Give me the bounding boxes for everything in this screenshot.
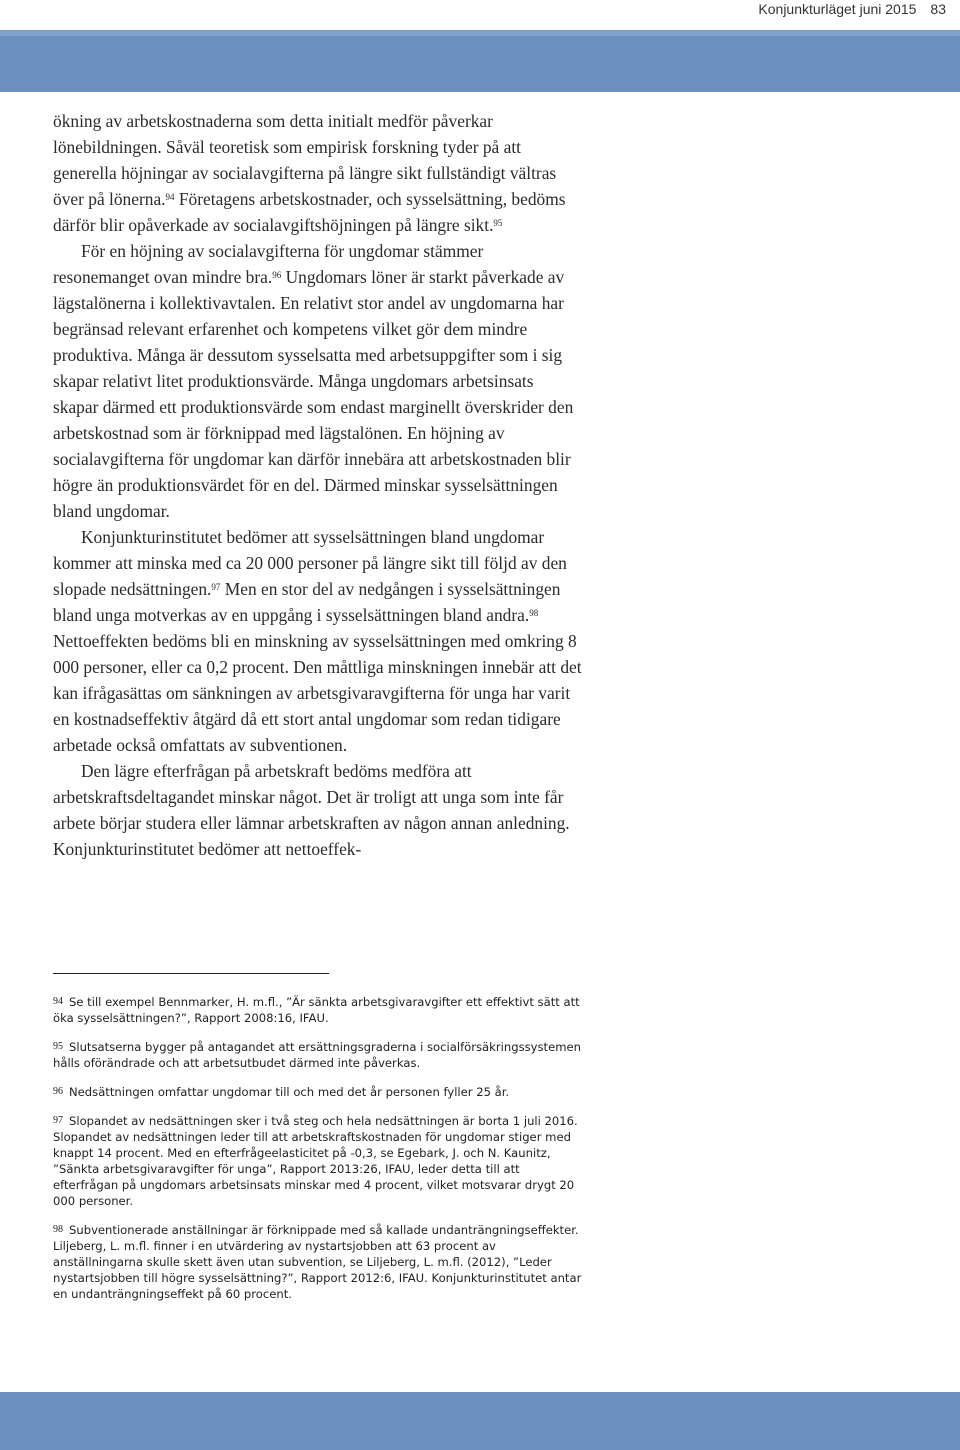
footnote-number: 97 <box>53 1115 63 1126</box>
paragraph-text: Den lägre efterfrågan på arbetskraft bedöms medföra att arbetskraftsdeltagandet minskar något. Det är troligt att unga som inte får arbete börjar studera eller lämnar arbetskraften av någon annan anledning. Konjunkturinstitutet bedömer att nettoeffek- <box>53 761 570 859</box>
body-paragraph <box>53 524 583 758</box>
running-header-title: Konjunkturläget juni 2015 <box>758 1 917 17</box>
footnote-reference: 96 <box>272 270 282 280</box>
page-number: 83 <box>930 1 946 17</box>
paragraph-text: Men en stor del av nedgången i sysselsättningen bland unga motverkas av en uppgång i sysselsättningen bland andra. <box>53 579 561 625</box>
footnote-item <box>53 1084 585 1100</box>
footnote-reference: 95 <box>493 218 503 228</box>
top-decorative-band <box>0 30 960 92</box>
body-text <box>53 108 583 862</box>
footnote-item <box>53 1039 585 1071</box>
footnotes <box>53 994 585 1315</box>
footnote-text: Slutsatserna bygger på antagandet att ersättningsgraderna i socialförsäkringssystemen hålls oförändrade och att arbetsutbudet därmed inte påverkas. <box>53 1040 581 1070</box>
bottom-decorative-band <box>0 1392 960 1450</box>
paragraph-text: Ungdomars löner är starkt påverkade av lägstalönerna i kollektivavtalen. En relativt stor andel av ungdomarna har begränsad relevant erfarenhet och kompetens vilket gör dem mindre produktiva. Många är dessutom sysselsatta med arbetsuppgifter som i sig skapar relativt litet produktionsvärde. Många ungdomars arbetsinsats skapar därmed ett produktionsvärde som endast marginellt överskrider den arbetskostnad som är förknippad med lägstalönen. En höjning av socialavgifterna för ungdomar kan därför innebära att arbetskostnaden blir högre än produktionsvärdet för en del. Därmed minskar sysselsättningen bland ungdomar. <box>53 267 574 521</box>
footnote-separator <box>53 973 329 974</box>
running-header <box>758 0 946 30</box>
footnote-number: 95 <box>53 1041 63 1052</box>
footnote-text: Nedsättningen omfattar ungdomar till och med det år personen fyller 25 år. <box>69 1085 510 1099</box>
paragraph-text: ökning av arbetskostnaderna som detta initialt medför påverkar lönebildningen. Såväl teoretisk som empirisk forskning tyder på att generella höjningar av socialavgifterna på längre sikt fullständigt vältras över på lönerna. <box>53 111 557 209</box>
footnote-item <box>53 1222 585 1302</box>
footnote-text: Slopandet av nedsättningen sker i två steg och hela nedsättningen är borta 1 juli 2016. Slopandet av nedsättningen leder till att arbetskraftskostnaden för ungdomar stiger med knappt 14 procent. Med en efterfrågeelasticitet på -0,3, se Egebark, J. och N. Kaunitz, ”Sänkta arbetsgivaravgifter för unga”, Rapport 2013:26, IFAU, leder detta till att efterfrågan på ungdomars arbetsinsats minskar med 4 procent, vilket motsvarar drygt 20 000 personer. <box>53 1114 578 1208</box>
body-paragraph <box>53 238 583 524</box>
paragraph-text: Konjunkturinstitutet bedömer att sysselsättningen bland ungdomar kommer att minska med ca 20 000 personer på längre sikt till följd av den slopade nedsättningen. <box>53 527 567 599</box>
paragraph-text: Företagens arbetskostnader, och sysselsättning, bedöms därför blir opåverkade av socialavgiftshöjningen på längre sikt. <box>53 189 566 235</box>
paragraph-text: Nettoeffekten bedöms bli en minskning av sysselsättningen med omkring 8 000 personer, eller ca 0,2 procent. Den måttliga minskningen innebär att det kan ifrågasättas om sänkningen av arbetsgivaravgifterna för unga har varit en kostnadseffektiv åtgärd då ett stort antal ungdomar som redan tidigare arbetade också omfattats av subventionen. <box>53 631 582 755</box>
body-paragraph <box>53 108 583 238</box>
footnote-text: Subventionerade anställningar är förknippade med så kallade undanträngningseffekter. Liljeberg, L. m.fl. finner i en utvärdering av nystartsjobben att 63 procent av anställningarna skulle skett även utan subvention, se Liljeberg, L. m.fl. (2012), ”Leder nystartsjobben till högre sysselsättning?”, Rapport 2012:6, IFAU. Konjunkturinstitutet antar en undanträngningseffekt på 60 procent. <box>53 1223 582 1301</box>
footnote-item <box>53 994 585 1026</box>
footnote-item <box>53 1113 585 1209</box>
footnote-text: Se till exempel Bennmarker, H. m.fl., ”Är sänkta arbetsgivaravgifter ett effektivt sätt att öka sysselsättningen?”, Rapport 2008:16, IFAU. <box>53 995 580 1025</box>
footnote-number: 94 <box>53 996 63 1007</box>
footnote-reference: 94 <box>165 192 175 202</box>
footnote-reference: 98 <box>529 608 539 618</box>
footnote-number: 96 <box>53 1086 63 1097</box>
paragraph-text: För en höjning av socialavgifterna för ungdomar stämmer resonemanget ovan mindre bra. <box>53 241 484 287</box>
footnote-reference: 97 <box>211 582 221 592</box>
body-paragraph <box>53 758 583 862</box>
footnote-number: 98 <box>53 1224 63 1235</box>
top-band-highlight <box>0 30 960 36</box>
